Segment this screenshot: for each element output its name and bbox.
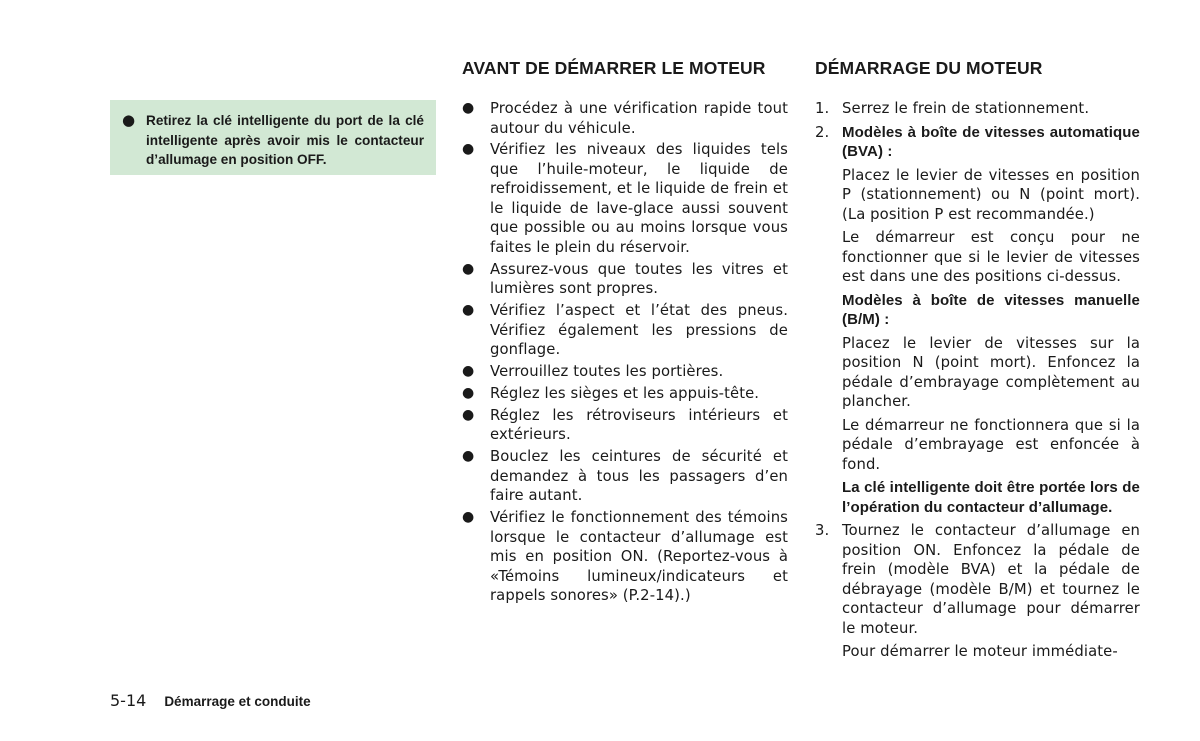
step-number: 1.: [815, 100, 830, 117]
note-box: [110, 100, 436, 175]
list-item: [462, 260, 788, 299]
list-item: [462, 406, 788, 445]
list-item: [462, 99, 788, 138]
section-title: Démarrage et conduite: [164, 694, 311, 709]
checklist: [462, 99, 788, 606]
bullet-icon: ●: [462, 100, 475, 116]
list-item: [462, 140, 788, 257]
step-item: [815, 123, 1140, 518]
step-text: Serrez le frein de stationnement.: [842, 100, 1090, 117]
step-text: Le démarreur ne fonctionnera que si la pédale d’embrayage est enfoncée à fond.: [842, 416, 1140, 473]
bullet-icon: ●: [462, 141, 475, 158]
note-text: Retirez la clé intelligente du port de la clé intelligente après avoir mis le contacteur d’allumage en position OFF.: [146, 113, 424, 167]
list-item-text: Verrouillez toutes les portières.: [490, 363, 724, 381]
bullet-icon: ●: [122, 111, 136, 129]
list-item: [462, 362, 788, 382]
step-text: Tournez le contacteur d’allumage en position ON. Enfoncez la pédale de frein (modèle BVA) et la pédale de débrayage (modèle B/M) et tournez le contacteur d’allumage pour démarrer le moteur.: [842, 522, 1140, 637]
list-item-text: Vérifiez le fonctionnement des témoins lorsque le contacteur d’allumage est mis en position ON. (Reportez-vous à «Témoins lumineux/indicateurs et rappels sonores» (P.2-14).): [490, 509, 788, 605]
step-text: Placez le levier de vitesses en position P (stationnement) ou N (point mort). (La position P est recommandée.): [842, 166, 1140, 223]
bullet-icon: ●: [462, 302, 475, 319]
list-item-text: Bouclez les ceintures de sécurité et demandez à tous les passagers d’en faire autant.: [490, 448, 788, 505]
list-item-text: Vérifiez les niveaux des liquides tels que l’huile-moteur, le liquide de refroidissement, et le liquide de frein et le liquide de lave-glace aussi souvent que possible ou au moins lorsque vous faites le plein du réservoir.: [490, 141, 788, 256]
heading-starting-engine: DÉMARRAGE DU MOTEUR: [815, 58, 1043, 78]
step-subtitle-manual: Modèles à boîte de vitesses manuelle (B/M) :: [842, 291, 1140, 328]
column-starting-engine: [815, 56, 1140, 666]
list-item-text: Vérifiez l’aspect et l’état des pneus. Vérifiez également les pressions de gonflage.: [490, 302, 788, 359]
step-text: Placez le levier de vitesses sur la position N (point mort). Enfoncez la pédale d’embrayage complètement au plancher.: [842, 334, 1140, 410]
list-item: [462, 301, 788, 360]
heading-before-starting: AVANT DE DÉMARRER LE MOTEUR: [462, 58, 766, 78]
column-before-starting: [462, 56, 788, 608]
bullet-icon: ●: [462, 260, 475, 277]
step-number: 3.: [815, 522, 830, 539]
bullet-icon: ●: [462, 448, 475, 465]
list-item-text: Assurez-vous que toutes les vitres et lumières sont propres.: [490, 260, 788, 298]
bullet-icon: ●: [462, 363, 475, 380]
list-item: [462, 384, 788, 404]
page-number: 5-14: [110, 691, 147, 710]
page-footer: [110, 691, 311, 710]
step-item: [815, 99, 1140, 119]
bullet-icon: ●: [462, 509, 475, 526]
step-text: Le démarreur est conçu pour ne fonctionner que si le levier de vitesses est dans une des positions ci-dessus.: [842, 229, 1140, 285]
list-item-text: Procédez à une vérification rapide tout autour du véhicule.: [490, 100, 788, 137]
step-text-continued: Pour démarrer le moteur immédiate-: [842, 643, 1118, 660]
list-item: [462, 508, 788, 606]
step-number: 2.: [815, 123, 830, 141]
step-subtitle-automatic: Modèles à boîte de vitesses automatique (BVA) :: [842, 123, 1140, 160]
bullet-icon: ●: [462, 406, 475, 423]
step-item: [815, 521, 1140, 662]
step-warning: La clé intelligente doit être portée lors de l’opération du contacteur d’allumage.: [842, 479, 1140, 516]
list-item-text: Réglez les sièges et les appuis-tête.: [490, 384, 760, 402]
bullet-icon: ●: [462, 384, 475, 401]
list-item: [462, 447, 788, 506]
note-bullet-row: [122, 111, 424, 170]
steps-list: [815, 99, 1140, 662]
list-item-text: Réglez les rétroviseurs intérieurs et extérieurs.: [490, 406, 788, 444]
